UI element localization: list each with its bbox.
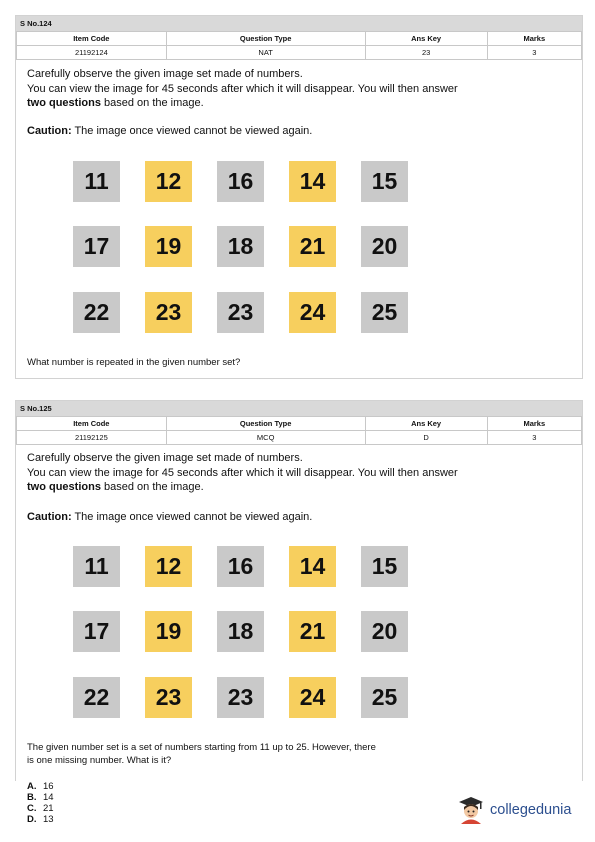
question-line-2: is one missing number. What is it? [27,755,172,766]
ans-key-value: D [365,431,487,445]
marks-header: Marks [487,417,581,431]
option-text: 14 [43,792,54,803]
number-tile: 11 [73,546,120,587]
intro-line-1: Carefully observe the given image set made of numbers. [27,452,303,464]
item-code-value: 21192124 [17,46,167,60]
brand-logo [458,796,571,824]
caution-body: The image once viewed cannot be viewed again. [71,125,313,137]
intro-line-2: You can view the image for 45 seconds after which it will disappear. You will then answer [27,82,458,95]
option-a[interactable] [27,781,54,792]
answer-options [27,781,54,825]
intro-text [27,451,458,495]
number-tile: 16 [217,546,264,587]
intro-rest: based on the image. [100,97,204,109]
number-tile: 23 [145,677,192,718]
number-tile: 12 [145,546,192,587]
question-card-125 [15,400,583,781]
item-code-value: 21192125 [17,431,167,445]
option-letter: C. [27,803,37,814]
item-code-header: Item Code [17,32,167,46]
number-tile: 24 [289,292,336,333]
question-meta-table [16,416,582,445]
serial-number: S No.125 [16,401,582,416]
number-tile: 23 [217,292,264,333]
number-tile: 21 [289,226,336,267]
caution-label: Caution: [27,511,72,523]
number-tile: 17 [73,611,120,652]
option-letter: B. [27,792,37,803]
question-line-1: What number is repeated in the given number set? [27,357,241,368]
intro-line-1: Carefully observe the given image set made of numbers. [27,68,303,80]
caution-text [27,125,312,137]
question-type-header: Question Type [166,32,365,46]
caution-text [27,511,312,523]
number-tile: 18 [217,611,264,652]
question-type-value: MCQ [166,431,365,445]
number-tile: 25 [361,677,408,718]
number-tile: 18 [217,226,264,267]
number-tile: 12 [145,161,192,202]
option-letter: A. [27,781,37,792]
number-tile: 14 [289,546,336,587]
marks-value: 3 [487,431,581,445]
intro-line-3 [27,480,458,495]
number-tile: 19 [145,611,192,652]
intro-bold: two questions [27,481,101,493]
brand-name: collegedunia [490,802,572,818]
marks-value: 3 [487,46,581,60]
intro-rest: based on the image. [100,481,204,493]
number-tile: 23 [145,292,192,333]
option-text: 16 [43,781,54,792]
ans-key-header: Ans Key [365,32,487,46]
option-b[interactable] [27,792,54,803]
question-text [27,356,240,369]
number-tile: 14 [289,161,336,202]
number-tile: 24 [289,677,336,718]
option-c[interactable] [27,803,54,814]
number-tile: 11 [73,161,120,202]
number-tile: 15 [361,161,408,202]
ans-key-header: Ans Key [365,417,487,431]
question-text [27,741,376,767]
number-tile: 15 [361,546,408,587]
item-code-header: Item Code [17,417,167,431]
number-tile: 22 [73,677,120,718]
question-line-1: The given number set is a set of numbers starting from 11 up to 25. However, there [27,742,376,753]
number-tile: 23 [217,677,264,718]
number-tile: 16 [217,161,264,202]
number-tile: 17 [73,226,120,267]
serial-number: S No.124 [16,16,582,31]
caution-body: The image once viewed cannot be viewed again. [71,511,313,523]
question-type-header: Question Type [166,417,365,431]
number-tile: 20 [361,226,408,267]
intro-line-2: You can view the image for 45 seconds after which it will disappear. You will then answer [27,466,458,479]
question-card-124 [15,15,583,379]
intro-bold: two questions [27,97,101,109]
number-tile: 25 [361,292,408,333]
number-tile: 21 [289,611,336,652]
caution-label: Caution: [27,125,72,137]
marks-header: Marks [487,32,581,46]
option-letter: D. [27,814,37,825]
number-tile: 22 [73,292,120,333]
intro-text [27,67,458,111]
option-d[interactable] [27,814,54,825]
question-meta-table [16,31,582,60]
question-type-value: NAT [166,46,365,60]
option-text: 13 [43,814,54,825]
graduate-avatar-icon [458,796,484,824]
ans-key-value: 23 [365,46,487,60]
option-text: 21 [43,803,54,814]
intro-line-3 [27,96,458,111]
number-tile: 20 [361,611,408,652]
number-tile: 19 [145,226,192,267]
